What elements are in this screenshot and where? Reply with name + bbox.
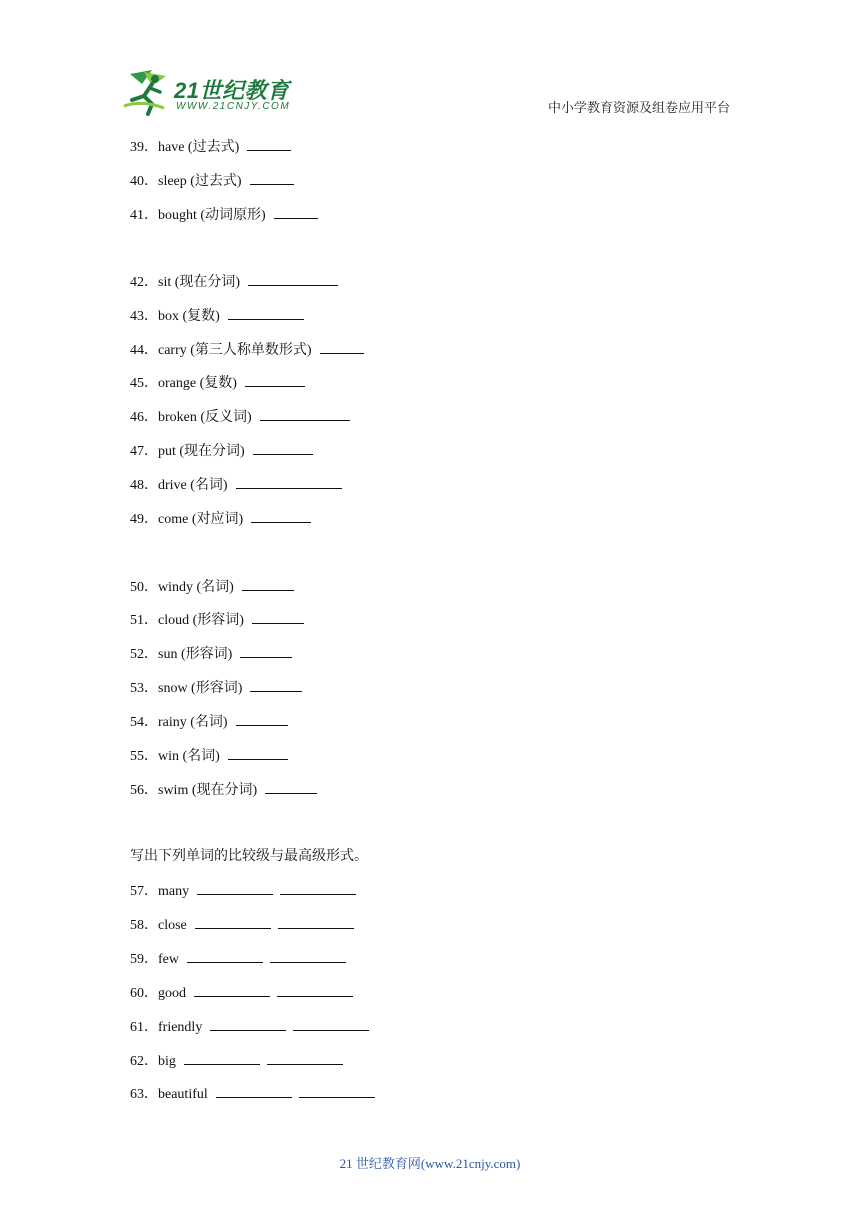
question-number: 55． <box>130 749 158 764</box>
superlative-blank[interactable] <box>280 882 356 895</box>
question-item <box>130 476 342 495</box>
comparative-blank[interactable] <box>187 950 263 963</box>
question-text: drive (名词) <box>158 478 228 493</box>
superlative-blank[interactable] <box>267 1052 343 1065</box>
question-item <box>130 578 294 597</box>
question-item <box>130 679 302 698</box>
question-text: put (现在分词) <box>158 444 245 459</box>
question-number: 61． <box>130 1020 158 1035</box>
question-number: 53． <box>130 681 158 696</box>
question-text: carry (第三人称单数形式) <box>158 343 312 358</box>
site-logo[interactable] <box>122 70 292 116</box>
answer-blank[interactable] <box>320 341 364 354</box>
question-text: swim (现在分词) <box>158 783 258 798</box>
question-item <box>130 172 294 191</box>
question-item <box>130 341 364 360</box>
question-item <box>130 747 288 766</box>
answer-blank[interactable] <box>253 442 313 455</box>
comparative-blank[interactable] <box>195 916 271 929</box>
question-item <box>130 645 292 664</box>
answer-blank[interactable] <box>250 172 294 185</box>
question-text: few <box>158 952 179 967</box>
question-item <box>130 138 291 157</box>
question-number: 49． <box>130 512 158 527</box>
comparative-blank[interactable] <box>184 1052 260 1065</box>
logo-url: WWW.21CNJY.COM <box>176 101 291 112</box>
answer-blank[interactable] <box>252 611 304 624</box>
running-figure-icon <box>122 70 178 116</box>
comparative-blank[interactable] <box>194 984 270 997</box>
question-number: 62． <box>130 1054 158 1069</box>
question-text: good <box>158 986 186 1001</box>
answer-blank[interactable] <box>236 476 342 489</box>
question-text: have (过去式) <box>158 140 240 155</box>
question-number: 58． <box>130 918 158 933</box>
question-number: 41． <box>130 208 158 223</box>
answer-blank[interactable] <box>242 578 294 591</box>
answer-blank[interactable] <box>247 138 291 151</box>
question-item <box>130 950 346 969</box>
question-item <box>130 984 353 1003</box>
question-item <box>130 1052 343 1071</box>
question-number: 45． <box>130 376 158 391</box>
question-number: 39． <box>130 140 158 155</box>
question-text: sleep (过去式) <box>158 174 242 189</box>
question-number: 50． <box>130 580 158 595</box>
superlative-blank[interactable] <box>299 1085 375 1098</box>
question-number: 44． <box>130 343 158 358</box>
question-number: 57． <box>130 884 158 899</box>
question-number: 63． <box>130 1087 158 1102</box>
question-item <box>130 273 338 292</box>
question-number: 59． <box>130 952 158 967</box>
answer-blank[interactable] <box>240 645 292 658</box>
superlative-blank[interactable] <box>293 1018 369 1031</box>
question-text: orange (复数) <box>158 376 237 391</box>
answer-blank[interactable] <box>251 510 311 523</box>
question-text: win (名词) <box>158 749 220 764</box>
question-text: sun (形容词) <box>158 647 233 662</box>
question-item <box>130 916 354 935</box>
question-number: 60． <box>130 986 158 1001</box>
answer-blank[interactable] <box>250 679 302 692</box>
question-text: box (复数) <box>158 309 220 324</box>
question-text: snow (形容词) <box>158 681 243 696</box>
question-text: beautiful <box>158 1087 208 1102</box>
question-number: 42． <box>130 275 158 290</box>
superlative-blank[interactable] <box>270 950 346 963</box>
question-item <box>130 1018 369 1037</box>
question-item <box>130 1085 375 1104</box>
question-number: 40． <box>130 174 158 189</box>
header-tagline: 中小学教育资源及组卷应用平台 <box>547 100 730 115</box>
question-item <box>130 882 356 901</box>
answer-blank[interactable] <box>274 206 318 219</box>
superlative-blank[interactable] <box>277 984 353 997</box>
question-item <box>130 713 288 732</box>
question-text: rainy (名词) <box>158 715 228 730</box>
question-item <box>130 611 304 630</box>
question-item <box>130 781 317 800</box>
question-number: 47． <box>130 444 158 459</box>
superlative-blank[interactable] <box>278 916 354 929</box>
question-text: friendly <box>158 1020 203 1035</box>
answer-blank[interactable] <box>228 747 288 760</box>
page-footer[interactable]: 21 世纪教育网(www.21cnjy.com) <box>339 1156 521 1171</box>
question-text: close <box>158 918 187 933</box>
answer-blank[interactable] <box>236 713 288 726</box>
logo-text: 21世纪教育 <box>174 78 290 103</box>
question-text: come (对应词) <box>158 512 244 527</box>
answer-blank[interactable] <box>228 307 304 320</box>
question-item <box>130 206 318 225</box>
question-item <box>130 510 311 529</box>
question-item <box>130 374 305 393</box>
question-item <box>130 307 304 326</box>
question-number: 54． <box>130 715 158 730</box>
question-text: big <box>158 1054 176 1069</box>
comparative-blank[interactable] <box>197 882 273 895</box>
question-text: windy (名词) <box>158 580 234 595</box>
question-text: sit (现在分词) <box>158 275 241 290</box>
question-number: 46． <box>130 410 158 425</box>
question-number: 48． <box>130 478 158 493</box>
comparative-blank[interactable] <box>216 1085 292 1098</box>
question-number: 43． <box>130 309 158 324</box>
question-text: cloud (形容词) <box>158 613 244 628</box>
question-number: 56． <box>130 783 158 798</box>
answer-blank[interactable] <box>245 374 305 387</box>
question-number: 51． <box>130 613 158 628</box>
question-text: broken (反义词) <box>158 410 252 425</box>
question-number: 52． <box>130 647 158 662</box>
question-text: bought (动词原形) <box>158 208 266 223</box>
comparative-blank[interactable] <box>210 1018 286 1031</box>
question-item <box>130 442 313 461</box>
question-text: many <box>158 884 190 899</box>
answer-blank[interactable] <box>260 408 350 421</box>
answer-blank[interactable] <box>248 273 338 286</box>
question-item <box>130 408 350 427</box>
page-header <box>0 0 860 130</box>
answer-blank[interactable] <box>265 781 317 794</box>
section-instruction: 写出下列单词的比较级与最高级形式。 <box>130 849 368 864</box>
